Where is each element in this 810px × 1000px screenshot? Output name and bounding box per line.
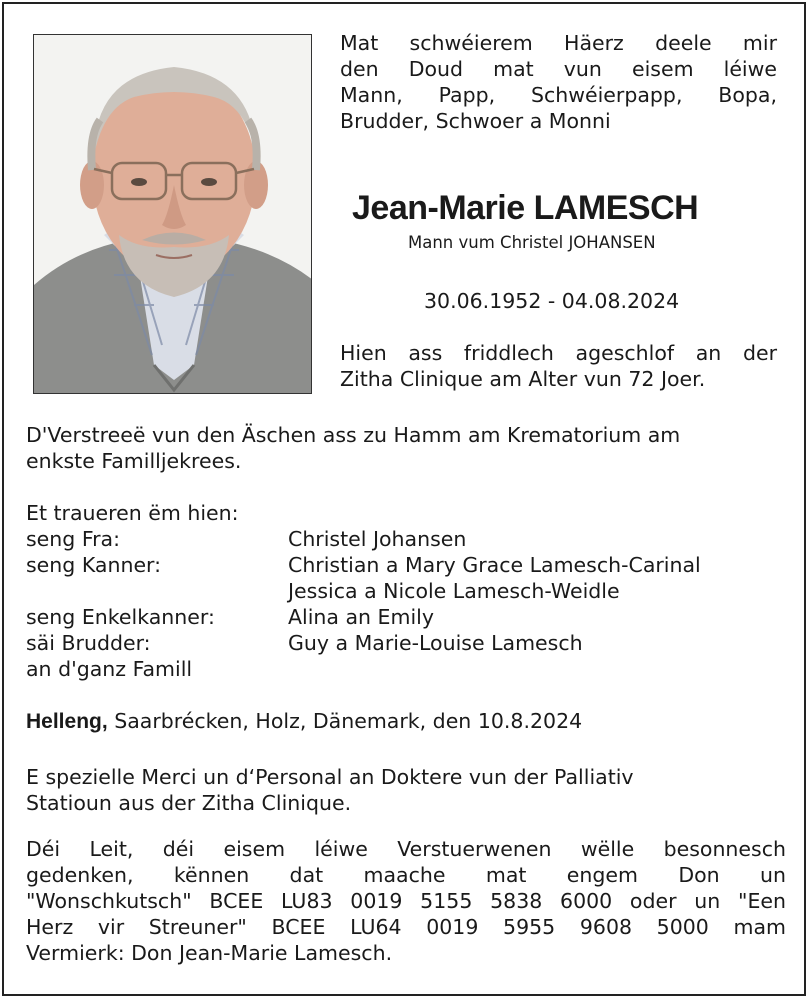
spouse-line: Mann vum Christel JOHANSEN xyxy=(408,233,656,252)
portrait-photo xyxy=(33,34,312,394)
mourners-list xyxy=(26,500,786,682)
mourner-row xyxy=(26,630,786,656)
ashes-line: D'Verstreeë vun den Äschen ass zu Hamm am Krematorium am xyxy=(26,423,681,447)
intro-line: Brudder, Schwoer a Monni xyxy=(340,109,611,133)
mourner-relation: säi Brudder: xyxy=(26,631,151,655)
mourner-row xyxy=(26,578,786,604)
thanks-line: E spezielle Merci un d‘Personal an Doktere vun der Palliativ xyxy=(26,765,634,789)
ashes-text xyxy=(26,422,786,474)
donation-line: gedenken, kënnen dat maache mat engem Don un xyxy=(26,863,786,887)
life-dates: 30.06.1952 - 04.08.2024 xyxy=(424,289,680,313)
mourner-names: Christel Johansen xyxy=(288,527,467,551)
mourner-names: Guy a Marie-Louise Lamesch xyxy=(288,631,583,655)
deceased-name: Jean-Marie LAMESCH xyxy=(352,189,699,227)
mourners-intro: Et traueren ëm hien: xyxy=(26,501,239,525)
mourner-names xyxy=(288,656,786,682)
mourner-relation: an d'ganz Famill xyxy=(26,657,193,681)
place-date-line xyxy=(26,708,786,735)
intro-line: den Doud mat vun eisem léiwe xyxy=(340,57,777,81)
place-bold: Helleng, xyxy=(26,710,108,733)
donation-line: "Wonschkutsch" BCEE LU83 0019 5155 5838 6000 oder un "Een xyxy=(26,889,786,913)
donation-line: Herz vir Streuner" BCEE LU64 0019 5955 9608 5000 mam xyxy=(26,915,786,939)
donation-line: Déi Leit, déi eisem léiwe Verstuerwenen wëlle besonnesch xyxy=(26,837,786,861)
donation-line: Vermierk: Don Jean-Marie Lamesch. xyxy=(26,941,393,965)
thanks-line: Statioun aus der Zitha Clinique. xyxy=(26,791,352,815)
mourner-names: Jessica a Nicole Lamesch-Weidle xyxy=(288,579,620,603)
mourner-names: Alina an Emily xyxy=(288,605,435,629)
passing-line: Zitha Clinique am Alter vun 72 Joer. xyxy=(340,367,706,391)
mourner-names: Christian a Mary Grace Lamesch-Carinal xyxy=(288,553,701,577)
thanks-text xyxy=(26,764,786,816)
mourner-row xyxy=(26,526,786,552)
mourner-relation: seng Fra: xyxy=(26,527,121,551)
ashes-line: enkste Familljekrees. xyxy=(26,449,242,473)
passing-line: Hien ass friddlech ageschlof an der xyxy=(340,341,777,365)
mourner-relation: seng Kanner: xyxy=(26,553,162,577)
mourner-relation: seng Enkelkanner: xyxy=(26,605,215,629)
intro-line: Mat schwéierem Häerz deele mir xyxy=(340,31,777,55)
intro-line: Mann, Papp, Schwéierpapp, Bopa, xyxy=(340,83,777,107)
mourner-row xyxy=(26,604,786,630)
intro-text xyxy=(340,30,777,134)
mourner-relation xyxy=(26,578,288,604)
passing-text xyxy=(340,340,777,392)
donation-text xyxy=(26,836,786,966)
mourner-row xyxy=(26,656,786,682)
place-rest: Saarbrécken, Holz, Dänemark, den 10.8.2024 xyxy=(107,709,583,733)
mourner-row xyxy=(26,552,786,578)
